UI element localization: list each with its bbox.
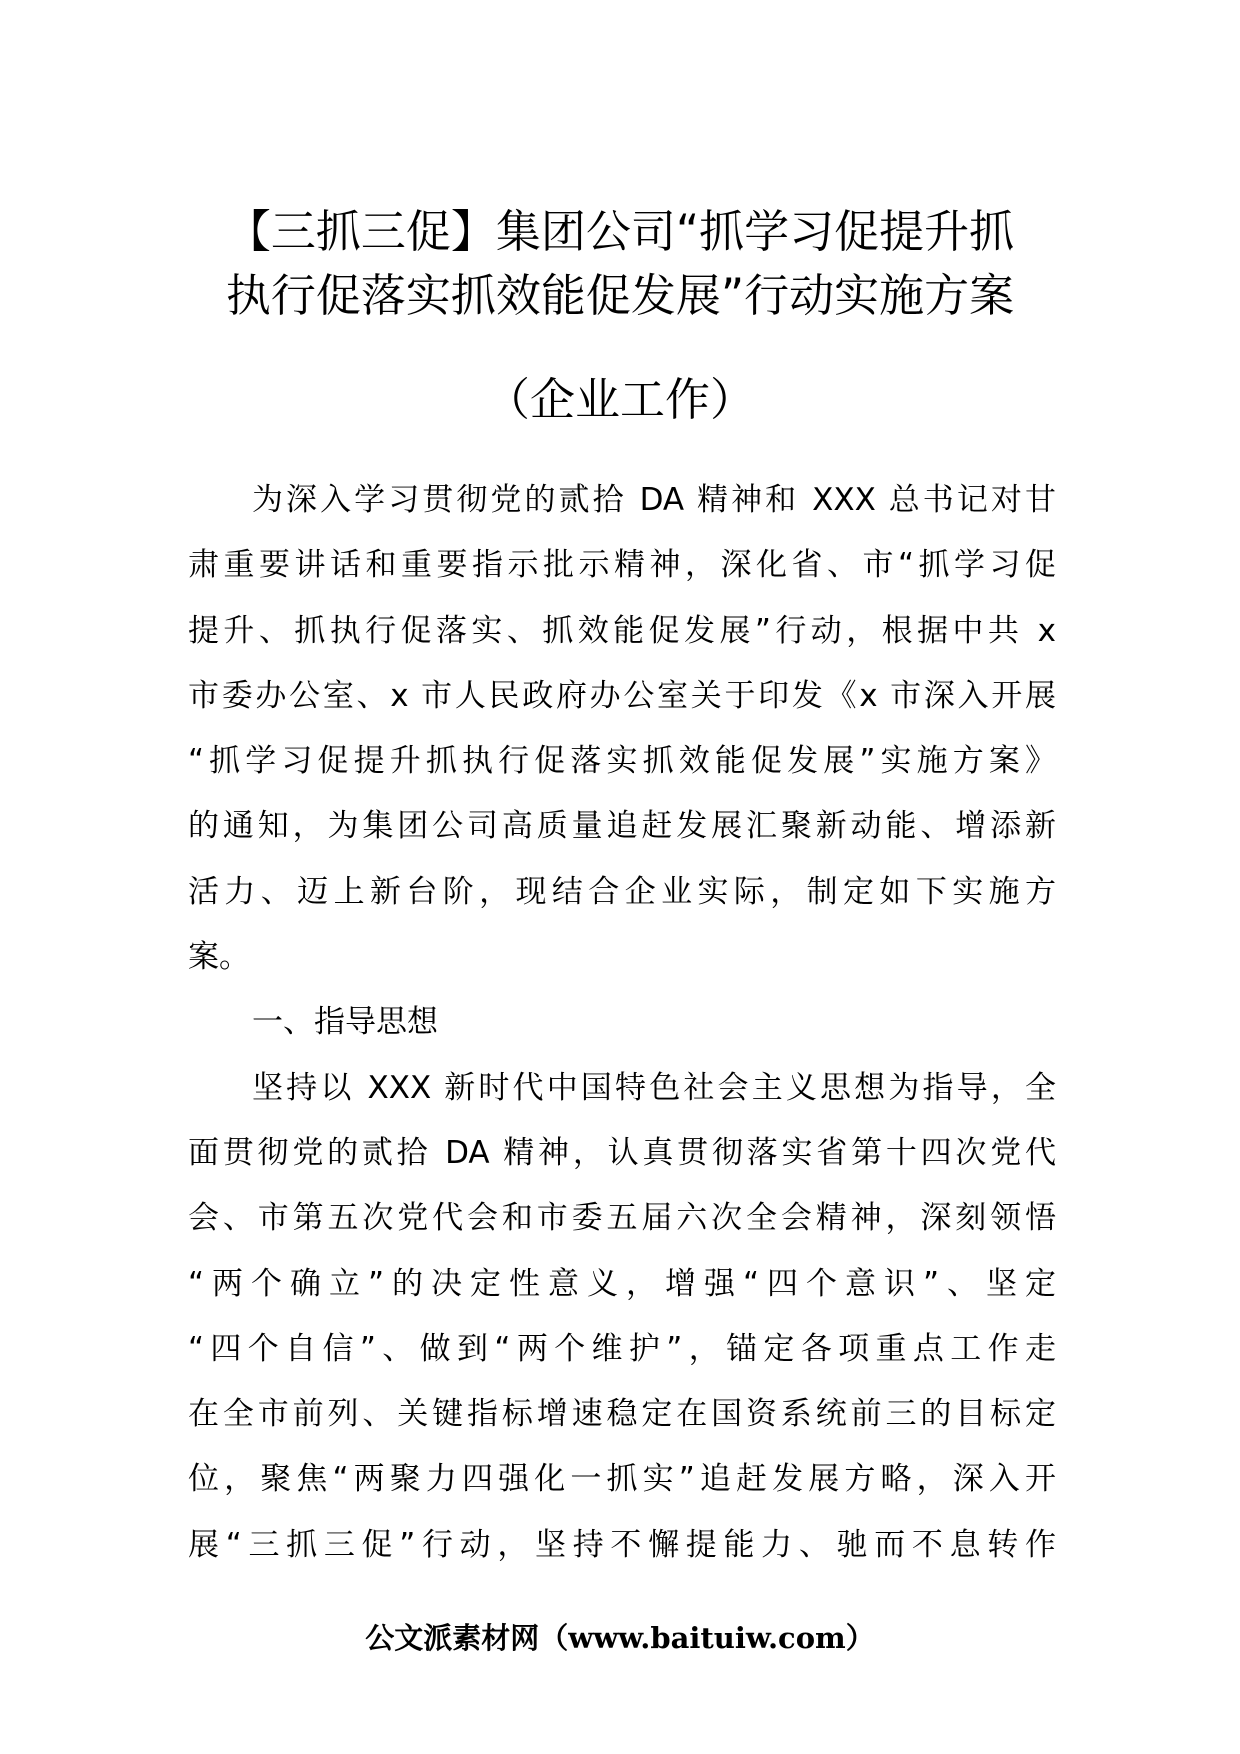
- paragraph-line: 活力、迈上新台阶，现结合企业实际，制定如下实施方: [188, 873, 1056, 910]
- paragraph-line: 提升、抓执行促落实、抓效能促发展”行动，根据中共 x: [188, 612, 1056, 649]
- paragraph-line: 坚持以 XXX 新时代中国特色社会主义思想为指导，全: [252, 1069, 1056, 1106]
- document-subtitle: （企业工作）: [484, 373, 755, 426]
- paragraph-line: 面贯彻党的贰拾 DA 精神，认真贯彻落实省第十四次党代: [188, 1134, 1056, 1171]
- title-line-1: 【三抓三促】集团公司“抓学习促提升抓: [225, 205, 1015, 258]
- paragraph-line: 会、市第五次党代会和市委五届六次全会精神，深刻领悟: [188, 1200, 1056, 1237]
- paragraph-line: 在全市前列、关键指标增速稳定在国资系统前三的目标定: [188, 1396, 1056, 1433]
- paragraph-line: “两个确立”的决定性意义，增强“四个意识”、坚定: [188, 1265, 1056, 1302]
- section-heading: 一、指导思想: [252, 1004, 438, 1041]
- paragraph-line: 展“三抓三促”行动，坚持不懈提能力、驰而不息转作: [188, 1526, 1056, 1563]
- footer-source-text: 公文派素材网（www.baituiw.com）: [365, 1621, 875, 1655]
- paragraph-line: “四个自信”、做到“两个维护”，锚定各项重点工作走: [188, 1330, 1056, 1367]
- paragraph-line: 市委办公室、x 市人民政府办公室关于印发《x 市深入开展: [188, 677, 1056, 714]
- paragraph-line: 的通知，为集团公司高质量追赶发展汇聚新动能、增添新: [188, 808, 1056, 845]
- title-line-2: 执行促落实抓效能促发展”行动实施方案: [225, 269, 1015, 322]
- paragraph-line: 肃重要讲话和重要指示批示精神，深化省、市“抓学习促: [188, 547, 1056, 584]
- paragraph-line: 位，聚焦“两聚力四强化一抓实”追赶发展方略，深入开: [188, 1461, 1056, 1498]
- paragraph-line: 案。: [188, 939, 250, 976]
- document-body: [188, 468, 1056, 1578]
- document-title: [150, 200, 1090, 328]
- paragraph-line: “抓学习促提升抓执行促落实抓效能促发展”实施方案》: [188, 743, 1056, 780]
- paragraph-line: 为深入学习贯彻党的贰拾 DA 精神和 XXX 总书记对甘: [252, 482, 1056, 518]
